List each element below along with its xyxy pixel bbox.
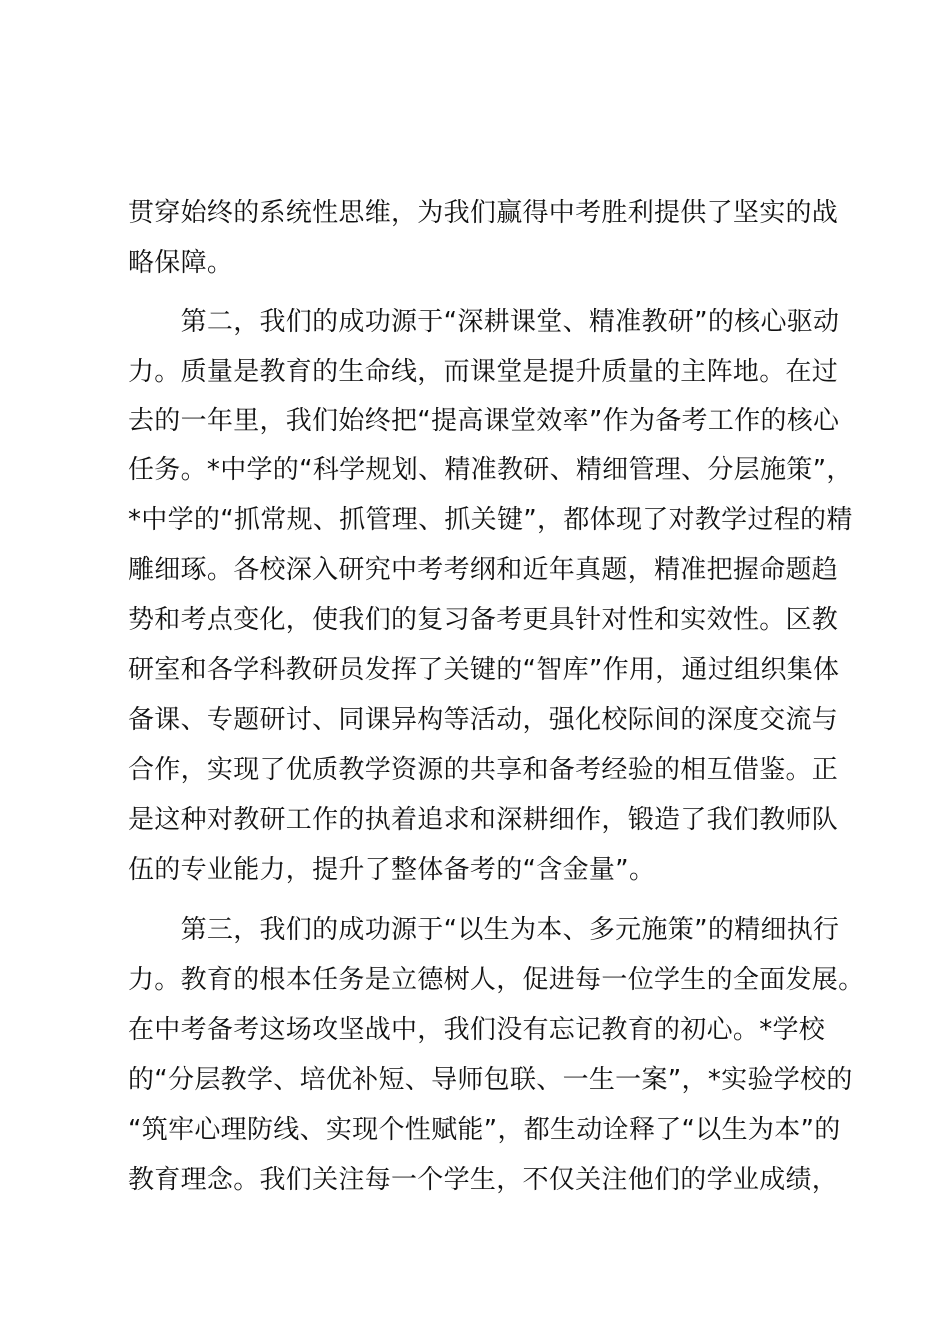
text-line: 力。教育的根本任务是立德树人，促进每一位学生的全面发展。 (128, 965, 865, 995)
text-line: 是这种对教研工作的执着追求和深耕细作，锻造了我们教师队 (128, 805, 839, 835)
text-line: 任务。*中学的“科学规划、精准教研、精细管理、分层施策”， (128, 455, 853, 485)
text-line: 第三，我们的成功源于“以生为本、多元施策”的精细执行 (128, 915, 840, 945)
text-line: 合作，实现了优质教学资源的共享和备考经验的相互借鉴。正 (128, 755, 839, 785)
text-line: 雕细琢。各校深入研究中考考纲和近年真题，精准把握命题趋 (128, 555, 839, 585)
text-line: *中学的“抓常规、抓管理、抓关键”，都体现了对教学过程的精 (128, 505, 853, 535)
text-line: 去的一年里，我们始终把“提高课堂效率”作为备考工作的核心 (128, 406, 840, 436)
text-line: 力。质量是教育的生命线，而课堂是提升质量的主阵地。在过 (128, 357, 839, 387)
text-line: 的“分层教学、培优补短、导师包联、一生一案”，*实验学校的 (128, 1065, 853, 1095)
text-line: 第二，我们的成功源于“深耕课堂、精准教研”的核心驱动 (128, 307, 840, 337)
text-line: 在中考备考这场攻坚战中，我们没有忘记教育的初心。*学校 (128, 1015, 826, 1045)
text-line: 贯穿始终的系统性思维，为我们赢得中考胜利提供了坚实的战 (128, 198, 839, 228)
text-line: 略保障。 (128, 248, 234, 278)
text-line: 伍的专业能力，提升了整体备考的“含金量”。 (128, 855, 656, 885)
text-line: 势和考点变化，使我们的复习备考更具针对性和实效性。区教 (128, 605, 839, 635)
text-line: 教育理念。我们关注每一个学生，不仅关注他们的学业成绩， (128, 1165, 839, 1195)
text-line: 研室和各学科教研员发挥了关键的“智库”作用，通过组织集体 (128, 655, 840, 685)
text-line: 备课、专题研讨、同课异构等活动，强化校际间的深度交流与 (128, 705, 839, 735)
text-line: “筑牢心理防线、实现个性赋能”，都生动诠释了“以生为本”的 (128, 1115, 841, 1145)
